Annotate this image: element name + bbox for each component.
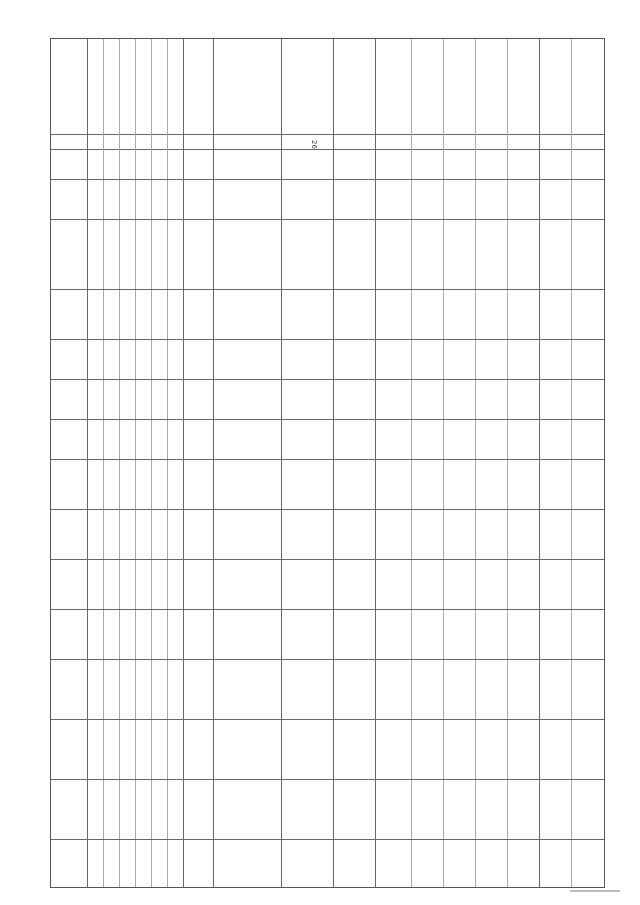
- header-divider: [51, 134, 604, 135]
- column-number-divider: [51, 149, 604, 150]
- scan-edge-mark: [570, 890, 620, 892]
- document-table: [50, 38, 605, 888]
- page-number: 26: [310, 140, 318, 149]
